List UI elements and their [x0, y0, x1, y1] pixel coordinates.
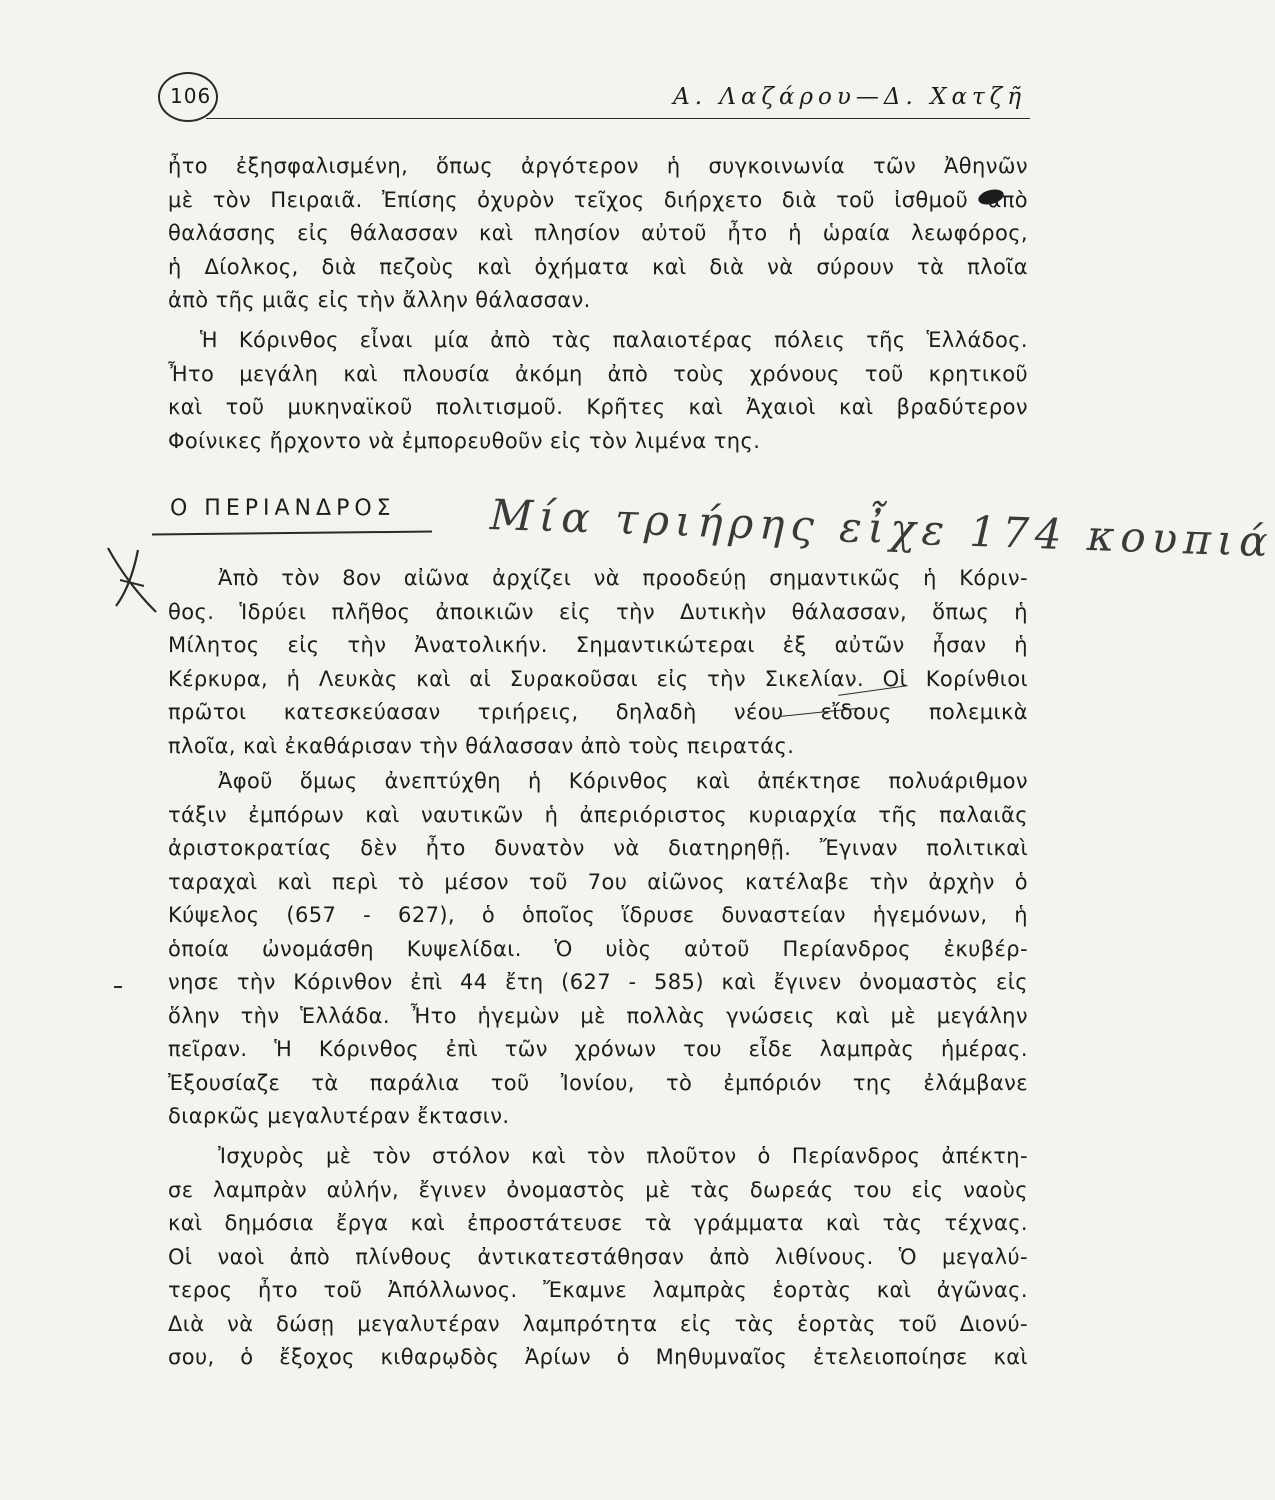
running-head: Α. Λαζάρου—Δ. Χατζῆ — [673, 84, 1026, 110]
text-line: Μίλητος εἰς τὴν Ἀνατολικήν. Σημαντικώτεραι ἐξ αὐτῶν ἦσαν ἡ — [168, 633, 1028, 657]
text-line: Ἀφοῦ ὅμως ἀνεπτύχθη ἡ Κόρινθος καὶ ἀπέκτησε πολυάριθμον — [218, 769, 1028, 793]
periander-paragraph-2 — [168, 765, 1028, 1134]
text-line: τάξιν ἐμπόρων καὶ ναυτικῶν ἡ ἀπεριόριστος κυριαρχία τῆς παλαιᾶς — [168, 802, 1028, 827]
section-heading-underline — [152, 531, 432, 536]
margin-asterisk-mark — [98, 540, 168, 620]
text-line: Ἦτο μεγάλη καὶ πλουσία ἀκόμη ἀπὸ τοὺς χρόνους τοῦ κρητικοῦ — [168, 361, 1028, 386]
text-line: ὅλην τὴν Ἑλλάδα. Ἦτο ἡγεμὼν μὲ πολλὰς γνώσεις καὶ μὲ μεγάλην — [168, 1003, 1028, 1028]
text-line: ταραχαὶ καὶ περὶ τὸ μέσον τοῦ 7ου αἰῶνος κατέλαβε τὴν ἀρχὴν ὁ — [168, 869, 1028, 894]
header-rule — [206, 118, 1030, 119]
text-line: Φοίνικες ἤρχοντο νὰ ἐμπορευθοῦν εἰς τὸν λιμένα της. — [168, 428, 761, 453]
text-line: Ἀπὸ τὸν 8ον αἰῶνα ἀρχίζει νὰ προοδεύῃ σημαντικῶς ἡ Κόριν- — [218, 566, 1028, 590]
text-line: θαλάσσης εἰς θάλασσαν καὶ πλησίον αὐτοῦ ἦτο ἡ ὡραία λεωφόρος, — [168, 221, 1028, 245]
text-line: Ἡ Κόρινθος εἶναι μία ἀπὸ τὰς παλαιοτέρας πόλεις τῆς Ἑλλάδος. — [200, 328, 1028, 352]
text-line: θος. Ἱδρύει πλῆθος ἀποικιῶν εἰς τὴν Δυτικὴν θάλασσαν, ὅπως ἡ — [168, 599, 1028, 624]
text-line: καὶ τοῦ μυκηναϊκοῦ πολιτισμοῦ. Κρῆτες καὶ Ἀχαιοὶ καὶ βραδύτερον — [168, 395, 1028, 419]
text-line: καὶ δημόσια ἔργα καὶ ἐπροστάτευσε τὰ γράμματα καὶ τὰς τέχνας. — [168, 1211, 1028, 1235]
margin-tick-mark — [114, 986, 122, 988]
text-line: ἀριστοκρατίας δὲν ἦτο δυνατὸν νὰ διατηρηθῇ. Ἔγιναν πολιτικαὶ — [168, 836, 1028, 860]
text-line: Ἐξουσίαζε τὰ παράλια τοῦ Ἰονίου, τὸ ἐμπόριόν της ἐλάμβανε — [168, 1070, 1028, 1095]
text-line: ἦτο ἐξησφαλισμένη, ὅπως ἀργότερον ἡ συγκοινωνία τῶν Ἀθηνῶν — [168, 154, 1028, 178]
text-line: ὁποία ὠνομάσθη Κυψελίδαι. Ὁ υἱὸς αὐτοῦ Περίανδρος ἐκυβέρ- — [168, 936, 1028, 961]
text-line: μὲ τὸν Πειραιᾶ. Ἐπίσης ὀχυρὸν τεῖχος διήρχετο διὰ τοῦ ἰσθμοῦ ἀπὸ — [168, 187, 1028, 212]
text-line: ἀπὸ τῆς μιᾶς εἰς τὴν ἄλλην θάλασσαν. — [168, 288, 591, 312]
page-number: 106 — [170, 84, 212, 108]
periander-paragraph-3 — [168, 1140, 1028, 1375]
periander-paragraph-1 — [168, 562, 1028, 763]
text-line: Ἰσχυρὸς μὲ τὸν στόλον καὶ τὸν πλοῦτον ὁ Περίανδρος ἀπέκτη- — [218, 1144, 1028, 1168]
intro-paragraph — [168, 150, 1028, 318]
text-line: σου, ὁ ἔξοχος κιθαρῳδὸς Ἀρίων ὁ Μηθυμναῖος ἐτελειοποίησε καὶ — [168, 1345, 1028, 1369]
page-header — [150, 62, 1030, 122]
text-line: πεῖραν. Ἡ Κόρινθος ἐπὶ τῶν χρόνων του εἶδε λαμπρὰς ἡμέρας. — [168, 1037, 1028, 1061]
text-line: πρῶτοι κατεσκεύασαν τριήρεις, δηλαδὴ νέου εἴδους πολεμικὰ — [168, 700, 1028, 724]
text-line: διαρκῶς μεγαλυτέραν ἔκτασιν. — [168, 1104, 510, 1128]
text-line: νησε τὴν Κόρινθον ἐπὶ 44 ἔτη (627 - 585) καὶ ἔγινεν ὀνομαστὸς εἰς — [168, 970, 1028, 994]
text-line: Οἱ ναοὶ ἀπὸ πλίνθους ἀντικατεστάθησαν ἀπὸ λιθίνους. Ὁ μεγαλύ- — [168, 1244, 1028, 1269]
corinth-paragraph — [168, 324, 1028, 458]
section-heading: Ο ΠΕΡΙΑΝΔΡΟΣ — [170, 496, 396, 521]
text-line: Κύψελος (657 - 627), ὁ ὁποῖος ἵδρυσε δυναστείαν ἡγεμόνων, ἡ — [168, 903, 1028, 927]
text-line: σε λαμπρὰν αὐλήν, ἔγινεν ὀνομαστὸς μὲ τὰς δωρεάς του εἰς ναοὺς — [168, 1177, 1028, 1202]
text-line: ἡ Δίολκος, διὰ πεζοὺς καὶ ὀχήματα καὶ διὰ νὰ σύρουν τὰ πλοῖα — [168, 254, 1028, 279]
handwritten-note: Μία τριήρης εἶχε 174 κουπιά — [489, 490, 1275, 567]
text-line: Διὰ νὰ δώσῃ μεγαλυτέραν λαμπρότητα εἰς τὰς ἑορτὰς τοῦ Διονύ- — [168, 1311, 1028, 1336]
text-line: πλοῖα, καὶ ἐκαθάρισαν τὴν θάλασσαν ἀπὸ τοὺς πειρατάς. — [168, 733, 795, 758]
text-line: Κέρκυρα, ἡ Λευκὰς καὶ αἱ Συρακοῦσαι εἰς τὴν Σικελίαν. Οἱ Κορίνθιοι — [168, 666, 1028, 691]
text-line: τερος ἦτο τοῦ Ἀπόλλωνος. Ἔκαμνε λαμπρὰς ἑορτὰς καὶ ἀγῶνας. — [168, 1278, 1028, 1302]
